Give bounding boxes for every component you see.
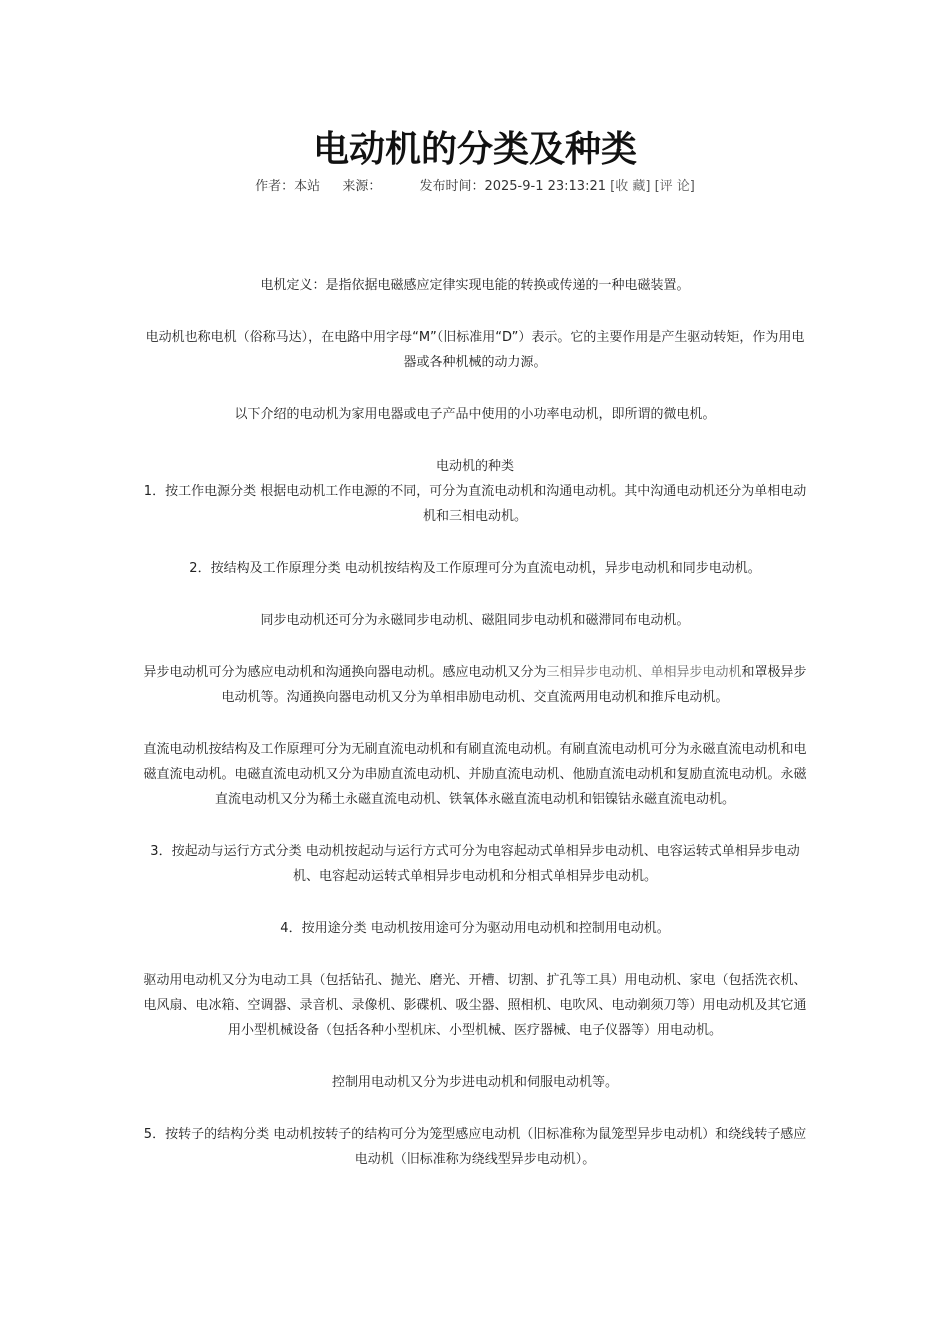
paragraph-asynchronous [142, 660, 808, 710]
single-phase-async-link[interactable]: 单相异步电动机 [650, 665, 742, 680]
paragraph-drive-motors: 驱动用电动机又分为电动工具（包括钻孔、抛光、磨光、开槽、切割、扩孔等工具）用电动机、家电（包括洗衣机、电风扇、电冰箱、空调器、录音机、录像机、影碟机、吸尘器、照相机、电吹风、电动剃须刀等）用电动机及其它通用小型机械设备（包括各种小型机床、小型机械、医疗器械、电子仪器等）用电动机。 [143, 973, 807, 1038]
paragraph-synchronous: 同步电动机还可分为永磁同步电动机、磁阻同步电动机和磁滞同布电动机。 [260, 613, 690, 628]
paragraph-definition: 电机定义：是指依据电磁感应定律实现电能的转换或传递的一种电磁装置。 [260, 278, 690, 293]
asynchronous-text-b: 和罩极异步电动机等。沟通换向器电动机又分为单相串励电动机、交直流两用电动机和推斥电动机。 [221, 665, 807, 705]
source: 来源： [342, 179, 382, 194]
asynchronous-text-a: 异步电动机可分为感应电动机和沟通换向器电动机。感应电动机又分为 [143, 665, 547, 680]
paragraph-scope: 以下介绍的电动机为家用电器或电子产品中使用的小功率电动机，即所谓的微电机。 [234, 407, 716, 422]
article-meta [0, 178, 950, 196]
paragraph-class-power: 1．按工作电源分类 根据电动机工作电源的不同，可分为直流电动机和沟通电动机。其中沟通电动机还分为单相电动机和三相电动机。 [143, 484, 807, 524]
comment-link[interactable]: [评 论] [654, 179, 695, 194]
three-phase-async-link[interactable]: 三相异步电动机 [546, 665, 638, 680]
paragraph-intro: 电动机也称电机（俗称马达），在电路中用字母“M”（旧标准用“D”）表示。它的主要作用是产生驱动转矩，作为用电器或各种机械的动力源。 [145, 330, 805, 370]
paragraph-class-structure: 2．按结构及工作原理分类 电动机按结构及工作原理可分为直流电动机，异步电动机和同步电动机。 [189, 561, 761, 576]
section-heading: 电动机的种类 [435, 459, 514, 474]
author: 作者：本站 [255, 179, 321, 194]
paragraph-dc: 直流电动机按结构及工作原理可分为无刷直流电动机和有刷直流电动机。有刷直流电动机可分为永磁直流电动机和电磁直流电动机。电磁直流电动机又分为串励直流电动机、并励直流电动机、他励直流电动机和复励直流电动机。永磁直流电动机又分为稀土永磁直流电动机、铁氧体永磁直流电动机和铝镍钴永磁直流电动机。 [143, 742, 807, 807]
article-body [142, 273, 808, 1199]
publish-time: 发布时间：2025-9-1 23:13:21 [419, 179, 606, 194]
paragraph-control-motors: 控制用电动机又分为步进电动机和伺服电动机等。 [331, 1075, 618, 1090]
article-title: 电动机的分类及种类 [312, 129, 637, 170]
paragraph-class-usage: 4．按用途分类 电动机按用途可分为驱动用电动机和控制用电动机。 [280, 921, 670, 936]
link-separator: 、 [637, 665, 651, 680]
paragraph-class-rotor: 5．按转子的结构分类 电动机按转子的结构可分为笼型感应电动机（旧标准称为鼠笼型异步电动机）和绕线转子感应电动机（旧标准称为绕线型异步电动机）。 [143, 1127, 807, 1167]
paragraph-class-starting: 3．按起动与运行方式分类 电动机按起动与运行方式可分为电容起动式单相异步电动机、电容运转式单相异步电动机、电容起动运转式单相异步电动机和分相式单相异步电动机。 [150, 844, 800, 884]
favorite-link[interactable]: [收 藏] [610, 179, 651, 194]
